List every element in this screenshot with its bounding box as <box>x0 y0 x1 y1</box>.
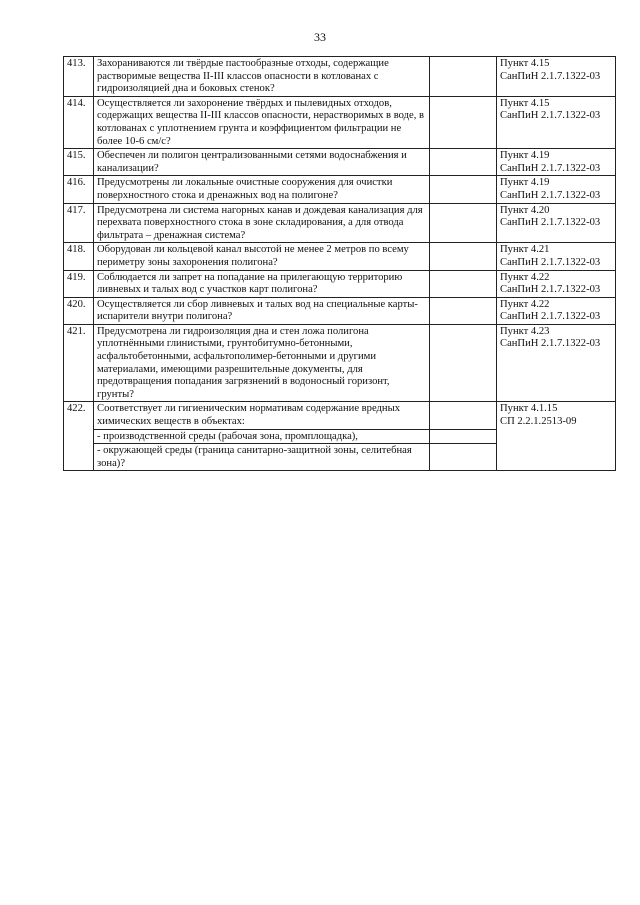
table-row <box>64 176 616 203</box>
reference-document: СанПиН 2.1.7.1322-03 <box>500 70 601 82</box>
sub-question-production: - производственной среды (рабочая зона, промплощадка), <box>94 429 430 444</box>
row-number: 420. <box>64 297 94 324</box>
reference-document: СанПиН 2.1.7.1322-03 <box>500 256 601 268</box>
reference-cell <box>497 203 616 243</box>
question-text: Предусмотрена ли гидроизоляция дна и стен ложа полигона уплотнёнными глинистыми, грунтобитумно-бетонными, асфальтобетонными, асфальтополимер-бетонными и другими материалами, имеющими разрешительные документы, для предотвращения попадания загрязнений в водоносный горизонт, грунты? <box>94 324 430 402</box>
reference-point: Пункт 4.22 <box>500 271 550 283</box>
reference-document: СанПиН 2.1.7.1322-03 <box>500 284 601 296</box>
reference-document: СП 2.2.1.2513-09 <box>500 416 577 428</box>
question-text: Обеспечен ли полигон централизованными сетями водоснабжения и канализации? <box>94 149 430 176</box>
row-number: 415. <box>64 149 94 176</box>
answer-cell[interactable] <box>430 176 497 203</box>
reference-point: Пункт 4.21 <box>500 244 550 256</box>
table-row <box>64 324 616 402</box>
reference-document: СанПиН 2.1.7.1322-03 <box>500 110 601 122</box>
question-text: Соответствует ли гигиеническим нормативам содержание вредных химических веществ в объектах: <box>94 402 430 429</box>
reference-cell <box>497 402 616 471</box>
row-number: 419. <box>64 270 94 297</box>
reference-point: Пункт 4.1.15 <box>500 403 558 415</box>
answer-cell[interactable] <box>430 444 497 471</box>
table-row <box>64 270 616 297</box>
reference-point: Пункт 4.22 <box>500 298 550 310</box>
question-text: Осуществляется ли захоронение твёрдых и пылевидных отходов, содержащих вещества II-III классов опасности, нерастворимых в воде, в котлованах с уплотнением грунта и коэффициентом фильтрации не более 10-6 см/с? <box>94 96 430 148</box>
checklist-table <box>63 56 616 471</box>
reference-cell <box>497 96 616 148</box>
question-text: Предусмотрена ли система нагорных канав и дождевая канализация для перехвата поверхностного стока в зоне складирования, а для отвода фильтрата – дренажная система? <box>94 203 430 243</box>
answer-cell[interactable] <box>430 57 497 97</box>
answer-cell[interactable] <box>430 297 497 324</box>
row-number: 417. <box>64 203 94 243</box>
reference-point: Пункт 4.19 <box>500 177 550 189</box>
question-text: Предусмотрены ли локальные очистные сооружения для очистки поверхностного стока и дренажных вод на полигоне? <box>94 176 430 203</box>
answer-cell[interactable] <box>430 203 497 243</box>
table-row <box>64 243 616 270</box>
table-row <box>64 402 616 429</box>
row-number: 421. <box>64 324 94 402</box>
question-text: Оборудован ли кольцевой канал высотой не менее 2 метров по всему периметру зоны захоронения полигона? <box>94 243 430 270</box>
reference-point: Пункт 4.20 <box>500 204 550 216</box>
answer-cell[interactable] <box>430 149 497 176</box>
row-number: 418. <box>64 243 94 270</box>
row-422-group <box>64 402 616 471</box>
reference-cell <box>497 324 616 402</box>
reference-point: Пункт 4.23 <box>500 325 550 337</box>
answer-cell[interactable] <box>430 402 497 429</box>
reference-point: Пункт 4.15 <box>500 97 550 109</box>
reference-cell <box>497 270 616 297</box>
table-row <box>64 57 616 97</box>
table-row <box>64 96 616 148</box>
table-row <box>64 297 616 324</box>
reference-document: СанПиН 2.1.7.1322-03 <box>500 189 601 201</box>
row-number: 422. <box>64 402 94 471</box>
reference-cell <box>497 176 616 203</box>
row-number: 413. <box>64 57 94 97</box>
table-row <box>64 203 616 243</box>
table-row <box>64 149 616 176</box>
reference-cell <box>497 297 616 324</box>
reference-document: СанПиН 2.1.7.1322-03 <box>500 217 601 229</box>
reference-cell <box>497 243 616 270</box>
question-text: Соблюдается ли запрет на попадание на прилегающую территорию ливневых и талых вод с участков карт полигона? <box>94 270 430 297</box>
reference-cell <box>497 149 616 176</box>
reference-document: СанПиН 2.1.7.1322-03 <box>500 338 601 350</box>
answer-cell[interactable] <box>430 270 497 297</box>
reference-point: Пункт 4.19 <box>500 150 550 162</box>
row-number: 414. <box>64 96 94 148</box>
answer-cell[interactable] <box>430 243 497 270</box>
question-text: Захораниваются ли твёрдые пастообразные отходы, содержащие растворимые вещества II-III классов опасности в котлованах с гидроизоляцией дна и боковых стенок? <box>94 57 430 97</box>
checklist-body <box>64 57 616 402</box>
reference-document: СанПиН 2.1.7.1322-03 <box>500 311 601 323</box>
question-text: Осуществляется ли сбор ливневых и талых вод на специальные карты-испарители внутри полигона? <box>94 297 430 324</box>
row-number: 416. <box>64 176 94 203</box>
reference-document: СанПиН 2.1.7.1322-03 <box>500 162 601 174</box>
reference-cell <box>497 57 616 97</box>
sub-question-environment: - окружающей среды (граница санитарно-защитной зоны, селитебная зона)? <box>94 444 430 471</box>
answer-cell[interactable] <box>430 96 497 148</box>
reference-point: Пункт 4.15 <box>500 58 550 69</box>
answer-cell[interactable] <box>430 429 497 444</box>
page-number: 33 <box>314 30 326 44</box>
answer-cell[interactable] <box>430 324 497 402</box>
